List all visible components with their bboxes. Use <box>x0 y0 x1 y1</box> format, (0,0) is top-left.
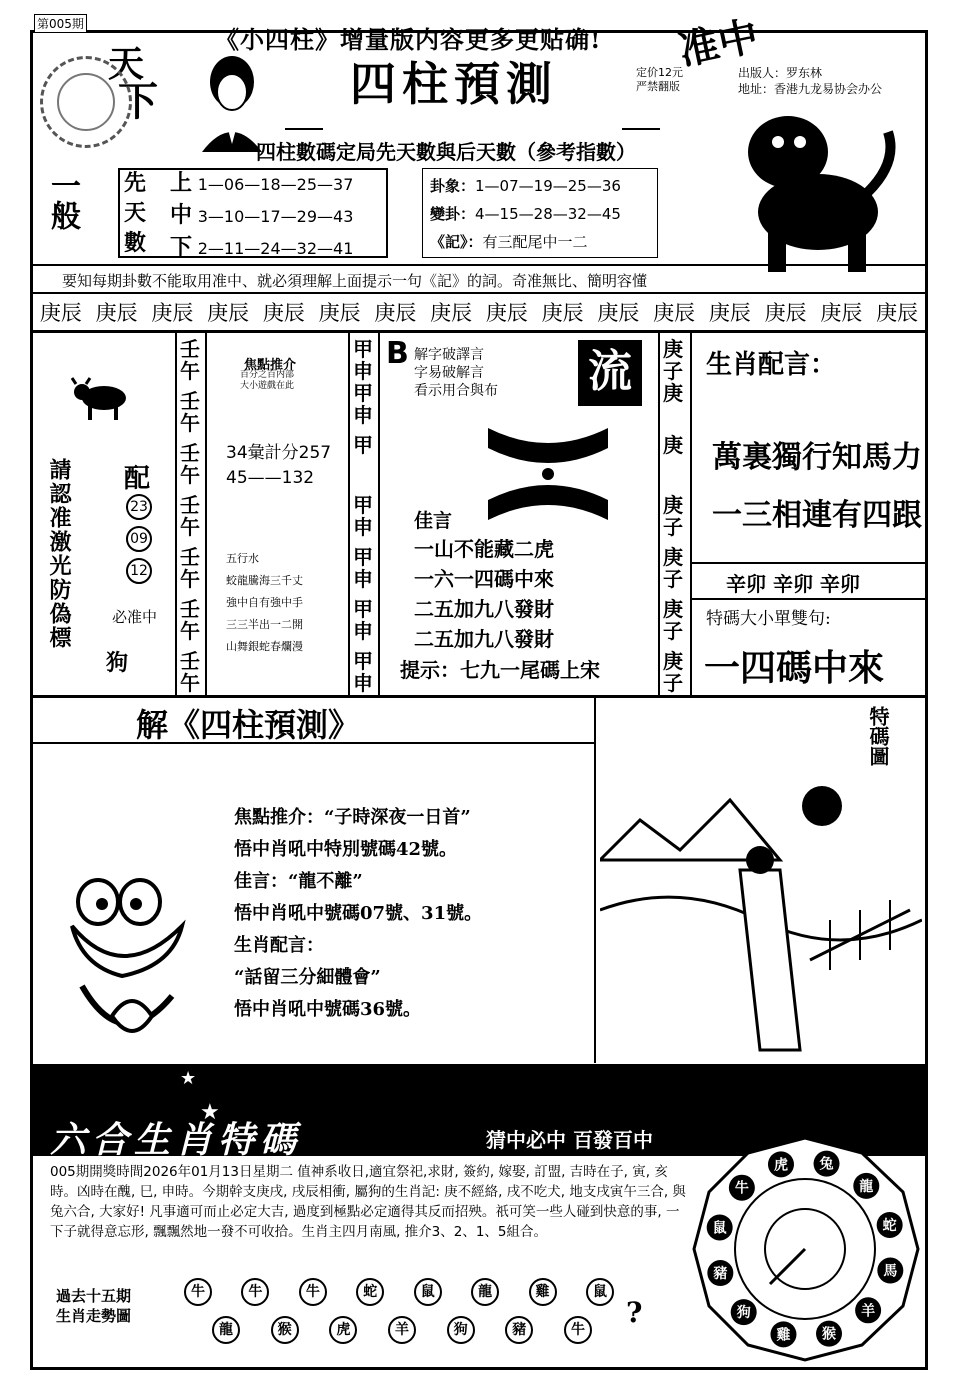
col-gengzi: 庚子 庚 庚 庚子 庚子 庚子 庚子 <box>663 337 683 695</box>
wheel-label: 蛇 <box>882 1217 897 1234</box>
trend-row1: 牛 牛 牛 蛇 鼠 龍 雞 鼠 <box>184 1278 614 1306</box>
jiayan-title: 佳言 <box>414 510 453 532</box>
ganzhi-row: 庚辰 庚辰 庚辰 庚辰 庚辰 庚辰 庚辰 庚辰 庚辰 庚辰 庚辰 庚辰 庚辰 庚辰 庚辰 庚辰 <box>39 301 919 325</box>
shengxiao-line2: 一三相連有四跟 <box>712 498 922 533</box>
wheel-label: 鼠 <box>712 1220 727 1237</box>
notice: 要知每期卦數不能取用准中、就必須理解上面提示一句《記》的詞。奇准無比、簡明容懂 <box>62 272 648 290</box>
top-stamp-1: 天 <box>108 43 145 85</box>
zodiac-wheel <box>690 1134 920 1364</box>
special-phrase: 一四碼中來 <box>704 647 885 689</box>
price: 定价12元 <box>636 66 683 79</box>
gua-rows: 卦象：1—07—19—25—36 變卦：4—15—28—32—45 《記》：有三配尾中一二 <box>430 177 621 251</box>
top-stamp-2: 下 <box>118 78 158 125</box>
must-win: 必准中 <box>112 608 158 626</box>
b-letter: B <box>386 336 409 371</box>
trend-row2: 龍 猴 虎 羊 狗 豬 牛 <box>212 1316 592 1344</box>
col-renwu: 壬午 壬午 壬午 壬午 壬午 壬午 壬午 <box>180 337 200 695</box>
wheel-label: 牛 <box>734 1180 749 1197</box>
landscape-image <box>600 760 922 1060</box>
wheel-label: 馬 <box>883 1263 898 1280</box>
pei-circles: 23 09 12 <box>126 494 152 584</box>
special-label: 特碼大小單雙句: <box>706 609 831 629</box>
slogan: 猜中必中 百發百中 <box>486 1128 653 1152</box>
publisher: 出版人：罗东林 <box>738 66 823 80</box>
header-banner: 《小四柱》增量版内容更多更贴确! <box>215 25 602 54</box>
wheel-label: 兔 <box>819 1156 834 1173</box>
focus-title: 焦點推介 <box>244 358 297 373</box>
wheel-label: 雞 <box>776 1327 791 1344</box>
anti-fake-label: 請認准激光防偽標 <box>46 458 72 650</box>
shengxiao-line1: 萬裏獨行知馬力 <box>712 440 922 475</box>
script-title: 六合生肖特碼 <box>50 1119 303 1161</box>
tema-label: 特碼圖 <box>866 706 890 766</box>
ornament-image <box>488 428 608 520</box>
star-icon-2: ★ <box>180 1068 197 1089</box>
prior-label: 先 天 數 <box>124 170 147 256</box>
main-title: 四柱預測 <box>350 57 558 111</box>
no-copy: 严禁翻版 <box>636 80 680 93</box>
address: 地址：香港九龙易协会办公 <box>738 82 883 96</box>
left-calligraphy: 一般 <box>45 170 80 230</box>
issue-number: 第005期 <box>34 14 87 33</box>
jie-lines: 焦點推介：“子時深夜一日首” 悟中肖吼中特別號碼42號。 佳言：“龍不離” 悟中肖吼中號碼07號、31號。 生肖配言： “話留三分細體會” 悟中肖吼中號碼36號。 <box>234 807 483 1020</box>
wheel-label: 龍 <box>859 1178 874 1195</box>
round-seal-icon <box>40 56 132 148</box>
ox-icon <box>70 374 136 424</box>
trend-label: 過去十五期 生肖走勢圖 <box>56 1287 132 1325</box>
jiayan-hint: 提示：七九一尾碼上宋 <box>400 658 600 682</box>
focus-line2: 45——132 <box>226 468 315 488</box>
wheel-label: 狗 <box>736 1305 751 1322</box>
animal-dog: 狗 <box>106 650 129 676</box>
focus-sub: 百分之百内部 大小遊戲在此 <box>240 370 295 391</box>
col-jiashen: 甲申 甲申 甲 甲申 甲申 甲申 甲申 <box>353 337 373 695</box>
wheel-label: 豬 <box>713 1266 728 1283</box>
jiayan-lines: 一山不能藏二虎 一六一四碼中來 二五加九八發財 二五加九八發財 <box>414 537 554 651</box>
b-text: 解字破譯言 字易破解言 看示用合與布 <box>414 347 498 399</box>
right-stamp: 准中 <box>674 12 763 75</box>
question-mark: ? <box>626 1296 643 1329</box>
star-icon: ★ <box>200 1100 220 1125</box>
wheel-label: 羊 <box>861 1303 876 1320</box>
jie-title: 解《四柱預測》 <box>136 706 361 744</box>
prior-rows: 上 1—06—18—25—37 中 3—10—17—29—43 下 2—11—24—32—41 <box>170 170 354 260</box>
shengxiao-title: 生肖配言： <box>706 350 837 380</box>
wheel-label: 猴 <box>822 1326 837 1343</box>
subtitle: 四柱數碼定局先天數與后天數（參考指數） <box>256 140 636 164</box>
xinmao-row: 辛卯 辛卯 辛卯 <box>726 572 860 596</box>
focus-poem: 五行水 蛟龍騰海三千丈 強中自有強中手 三三半出一二開 山舞銀蛇春爛漫 <box>226 552 303 653</box>
focus-line1: 34彙計分257 <box>226 443 332 463</box>
liu-block: 流 <box>578 340 642 406</box>
cartoon-frog-image <box>42 866 202 1056</box>
bottom-paragraph: 005期開獎時間2026年01月13日星期二 值神系收日,適宜祭祀,求財, 簽約, 嫁娶, 訂盟, 吉時在子, 寅, 亥時。凶時在醜, 巳, 申時。今期幹支庚戌, 戌辰相衝, 屬狗的生肖記: 庚不經絡, 戌不吃犬, 地支戌寅午三合, 與兔六合, 大家好! 凡事適可而止必定大吉, 過度到極點必定適得其反而招殃。祇可笑一些人碰到快意的事, 一下子就得意忘形, 飄飄然地一發不可收拾。生肖主四月南風, 推介3、2、1、5組合。 <box>50 1164 686 1240</box>
pei-label: 配 <box>124 464 151 494</box>
lion-image <box>718 92 900 282</box>
wheel-label: 虎 <box>773 1157 788 1174</box>
